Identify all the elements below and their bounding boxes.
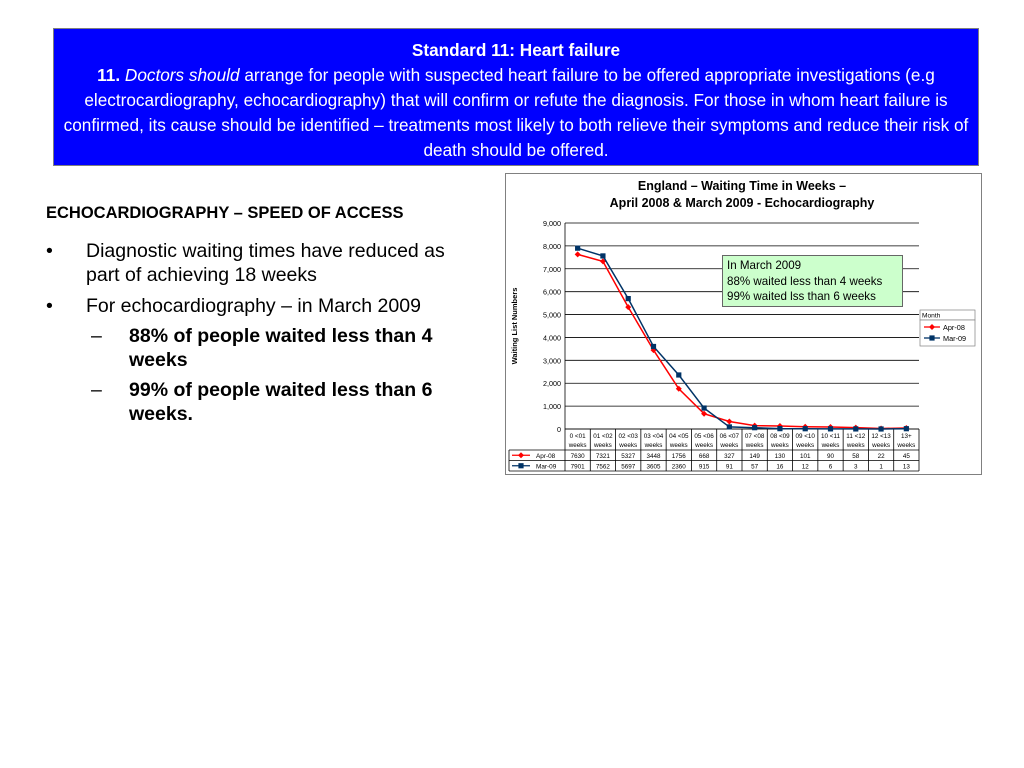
bullet-item <box>46 239 476 287</box>
x-category-label: 08 <09 <box>770 433 790 440</box>
table-legend-marker <box>518 452 524 458</box>
table-cell: 22 <box>877 452 885 460</box>
chart-canvas <box>506 174 983 476</box>
y-tick-label: 7,000 <box>543 264 561 274</box>
callout-line: 88% waited less than 4 weeks <box>727 274 883 288</box>
table-cell: 668 <box>698 452 710 460</box>
data-point <box>777 426 782 431</box>
y-tick-label: 9,000 <box>543 219 561 228</box>
x-category-label: weeks <box>695 442 714 449</box>
bullet-item <box>46 294 476 318</box>
table-cell: 45 <box>902 452 910 460</box>
dash-icon: – <box>91 325 102 347</box>
waiting-time-chart <box>505 173 982 475</box>
table-cell: 91 <box>725 463 733 471</box>
table-cell: 7321 <box>595 452 610 460</box>
data-point <box>752 425 757 430</box>
y-tick-label: 1,000 <box>543 402 561 412</box>
speed-of-access-text <box>46 203 476 426</box>
sub-bullet-text: 88% of people waited less than 4 weeks <box>129 325 433 371</box>
table-cell: 3 <box>854 463 858 471</box>
legend-label: Mar-09 <box>943 333 967 343</box>
data-point <box>676 372 681 377</box>
data-point <box>575 251 581 257</box>
table-cell: 915 <box>698 463 710 471</box>
table-cell: 58 <box>852 452 860 460</box>
y-tick-label: 0 <box>557 425 561 434</box>
x-category-label: weeks <box>770 442 789 449</box>
x-category-label: 10 <11 <box>821 433 840 440</box>
x-category-label: weeks <box>644 442 663 449</box>
data-point <box>803 426 808 431</box>
table-cell: 1756 <box>671 452 686 460</box>
table-cell: 101 <box>799 452 811 460</box>
x-category-label: 09 <10 <box>795 433 815 440</box>
table-cell: 3605 <box>646 463 661 471</box>
data-point <box>600 253 605 258</box>
y-tick-label: 4,000 <box>543 333 561 343</box>
banner-title: Standard 11: Heart failure <box>411 40 621 60</box>
data-point <box>904 426 909 431</box>
legend-title: Month <box>922 312 941 320</box>
data-point <box>726 419 732 425</box>
sub-bullet-text: 99% of people waited less than 6 weeks. <box>129 379 433 425</box>
x-category-label: 11 <12 <box>846 433 866 440</box>
data-point <box>828 426 833 431</box>
x-category-label: 02 <03 <box>618 433 638 440</box>
table-row-label: Apr-08 <box>536 452 556 460</box>
table-cell: 12 <box>801 463 809 471</box>
y-tick-label: 5,000 <box>543 310 561 320</box>
y-tick-label: 3,000 <box>543 356 561 366</box>
x-category-label: weeks <box>872 442 891 449</box>
table-cell: 149 <box>749 452 760 460</box>
table-cell: 6 <box>828 463 833 471</box>
table-cell: 7630 <box>570 452 585 460</box>
table-legend-marker <box>518 463 523 468</box>
table-cell: 7901 <box>570 463 585 471</box>
data-point <box>575 246 580 251</box>
banner-emphasis: Doctors should <box>124 65 240 85</box>
y-tick-label: 2,000 <box>543 379 561 389</box>
chart-title: England – Waiting Time in Weeks – <box>637 179 847 193</box>
table-cell: 327 <box>724 452 735 460</box>
data-point <box>853 426 858 431</box>
x-category-label: weeks <box>568 442 587 449</box>
x-category-label: weeks <box>593 442 612 449</box>
table-cell: 3448 <box>646 452 661 460</box>
table-cell: 5327 <box>621 452 636 460</box>
x-category-label: weeks <box>796 442 815 449</box>
table-cell: 5697 <box>621 463 636 471</box>
x-category-label: weeks <box>897 442 916 449</box>
x-category-label: 13+ <box>901 433 912 440</box>
table-cell: 130 <box>774 452 786 460</box>
table-cell: 57 <box>751 463 759 471</box>
callout-line: In March 2009 <box>727 259 802 272</box>
sub-bullet-item <box>91 378 476 426</box>
data-point <box>878 426 883 431</box>
table-cell: 7562 <box>595 463 610 471</box>
data-point <box>727 424 732 429</box>
x-category-label: 03 <04 <box>643 433 664 440</box>
x-category-label: weeks <box>846 442 865 449</box>
table-cell: 13 <box>902 463 910 471</box>
x-category-label: 05 <06 <box>694 433 714 440</box>
table-cell: 2360 <box>671 463 686 471</box>
x-category-label: 06 <07 <box>719 433 740 440</box>
data-point <box>651 344 656 349</box>
callout-line: 99% waited lss than 6 weeks <box>727 290 876 303</box>
x-category-label: weeks <box>619 442 638 449</box>
y-tick-label: 6,000 <box>543 287 561 297</box>
section-heading: ECHOCARDIOGRAPHY – SPEED OF ACCESS <box>46 204 404 222</box>
y-tick-label: 8,000 <box>543 241 561 251</box>
bullet-icon: • <box>46 295 53 317</box>
standard-banner <box>53 28 979 166</box>
banner-number: 11. <box>97 65 121 85</box>
table-cell: 90 <box>826 452 835 460</box>
legend-label: Apr-08 <box>943 322 965 332</box>
bullet-text: For echocardiography – in March 2009 <box>86 295 421 317</box>
table-cell: 1 <box>879 463 883 471</box>
x-category-label: 07 <08 <box>744 433 765 440</box>
legend-marker <box>929 335 934 340</box>
x-category-label: 01 <02 <box>593 433 613 440</box>
sub-bullet-item <box>91 324 476 372</box>
x-category-label: 0 <01 <box>569 433 586 440</box>
dash-icon: – <box>91 379 102 401</box>
data-point <box>701 405 706 410</box>
x-category-label: weeks <box>745 442 764 449</box>
x-category-label: 12 <13 <box>871 433 891 440</box>
x-category-label: weeks <box>669 442 688 449</box>
bullet-list <box>46 239 476 426</box>
data-point <box>626 296 631 301</box>
march-2009-callout <box>722 255 903 307</box>
y-axis-label: Waiting List Numbers <box>510 287 519 365</box>
chart-subtitle: April 2008 & March 2009 - Echocardiography <box>609 196 875 210</box>
bullet-icon: • <box>46 240 53 262</box>
x-category-label: 04 <05 <box>669 433 689 440</box>
x-category-label: weeks <box>720 442 739 449</box>
banner-body: arrange for people with suspected heart failure to be offered appropriate investigations (e.g electrocardiography, echocardiography) that will confirm or refute the diagnosis. For those in whom heart failure is confirmed, its cause should be identified – treatments most likely to both relieve their symptoms and reduce their risk of death should be offered. <box>63 65 969 160</box>
bullet-text: Diagnostic waiting times have reduced as part of achieving 18 weeks <box>86 240 445 286</box>
table-cell: 16 <box>776 463 784 471</box>
x-category-label: weeks <box>821 442 840 449</box>
table-row-label: Mar-09 <box>536 463 557 471</box>
